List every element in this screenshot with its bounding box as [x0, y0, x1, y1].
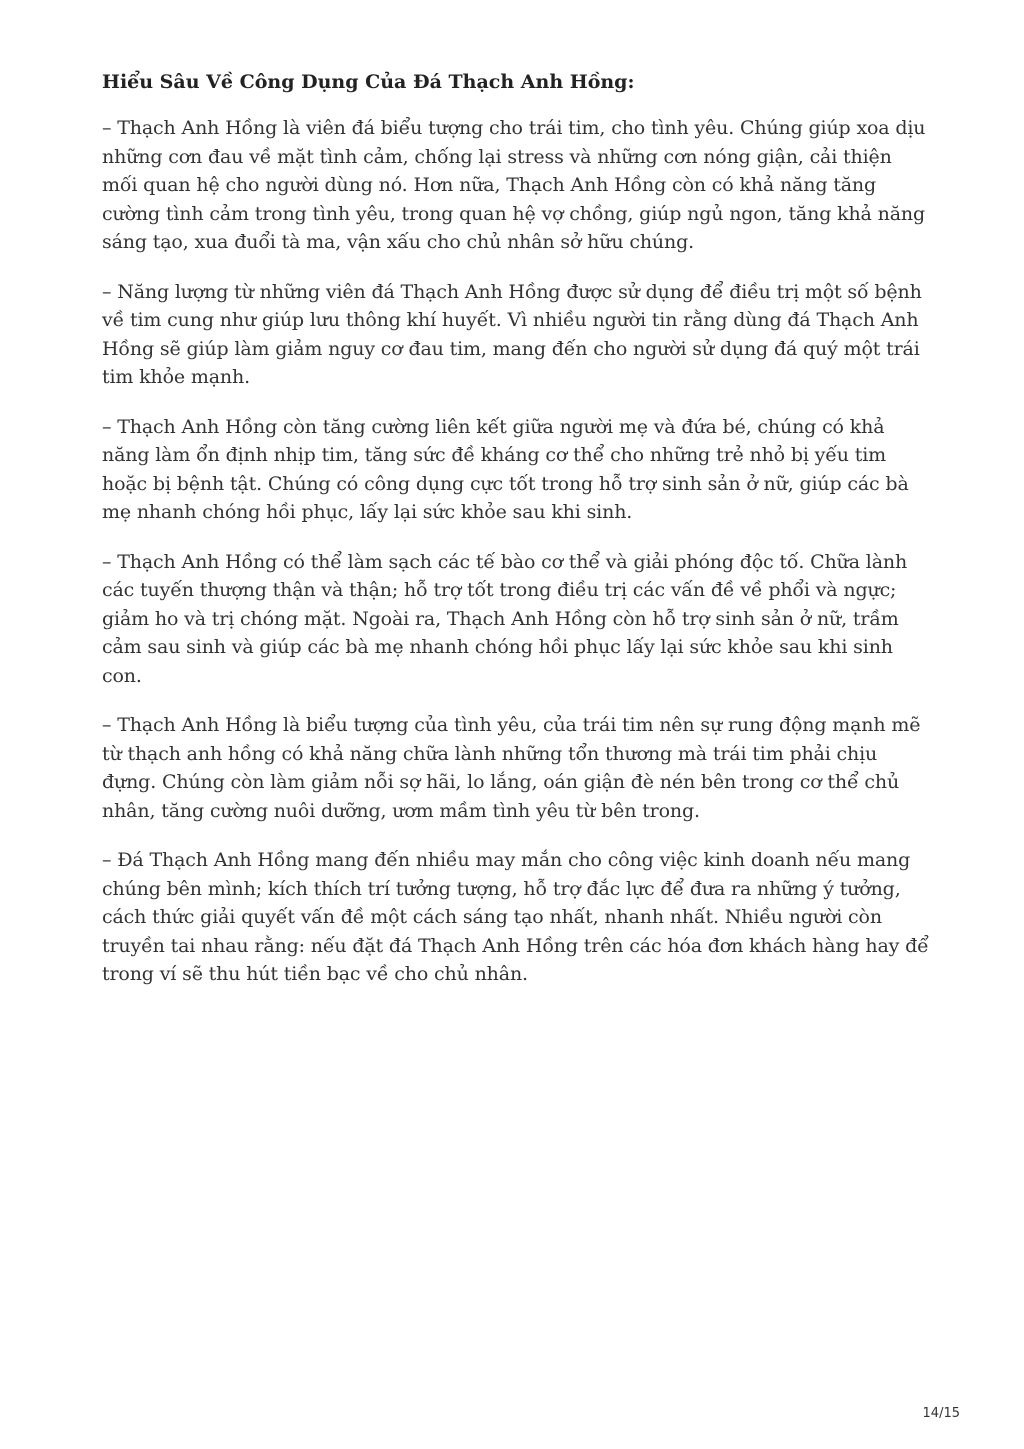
- paragraph-emotional-healing: – Thạch Anh Hồng là biểu tượng của tình yêu, của trái tim nên sự rung động mạnh mẽ từ thạch anh hồng có khả năng chữa lành những tổn thương mà trái tim phải chịu đựng. Chúng còn làm giảm nỗi sợ hãi, lo lắng, oán giận đè nén bên trong cơ thể chủ nhân, tăng cường nuôi dưỡng, ươm mầm tình yêu từ bên trong.: [102, 714, 921, 822]
- page-number: 14/15: [922, 1406, 960, 1421]
- paragraph-business-luck: – Đá Thạch Anh Hồng mang đến nhiều may mắn cho công việc kinh doanh nếu mang chúng bên mình; kích thích trí tưởng tượng, hỗ trợ đắc lực để đưa ra những ý tưởng, cách thức giải quyết vấn đề một cách sáng tạo nhất, nhanh nhất. Nhiều người còn truyền tai nhau rằng: nếu đặt đá Thạch Anh Hồng trên các hóa đơn khách hàng hay để trong ví sẽ thu hút tiền bạc về cho chủ nhân.: [102, 849, 929, 985]
- paragraph-detox: – Thạch Anh Hồng có thể làm sạch các tế bào cơ thể và giải phóng độc tố. Chữa lành các tuyến thượng thận và thận; hỗ trợ tốt trong điều trị các vấn đề về phổi và ngực; giảm ho và trị chóng mặt. Ngoài ra, Thạch Anh Hồng còn hỗ trợ sinh sản ở nữ, trầm cảm sau sinh và giúp các bà mẹ nhanh chóng hồi phục lấy lại sức khỏe sau khi sinh con.: [102, 550, 908, 687]
- paragraph-heart-health: – Năng lượng từ những viên đá Thạch Anh Hồng được sử dụng để điều trị một số bệnh về tim cung như giúp lưu thông khí huyết. Vì nhiều người tin rằng dùng đá Thạch Anh Hồng sẽ giúp làm giảm nguy cơ đau tim, mang đến cho người sử dụng đá quý một trái tim khỏe mạnh.: [102, 280, 922, 388]
- paragraph-mother-child: – Thạch Anh Hồng còn tăng cường liên kết giữa người mẹ và đứa bé, chúng có khả năng làm ổn định nhịp tim, tăng sức đề kháng cơ thể cho những trẻ nhỏ bị yếu tim hoặc bị bệnh tật. Chúng có công dụng cực tốt trong hỗ trợ sinh sản ở nữ, giúp các bà mẹ nhanh chóng hồi phục, lấy lại sức khỏe sau khi sinh.: [102, 415, 909, 523]
- document-page: [102, 68, 932, 1010]
- section-heading: Hiểu Sâu Về Công Dụng Của Đá Thạch Anh Hồng:: [102, 71, 635, 93]
- paragraph-love-heart: – Thạch Anh Hồng là viên đá biểu tượng cho trái tim, cho tình yêu. Chúng giúp xoa dịu những cơn đau về mặt tình cảm, chống lại stress và những cơn nóng giận, cải thiện mối quan hệ cho người dùng nó. Hơn nữa, Thạch Anh Hồng còn có khả năng tăng cường tình cảm trong tình yêu, trong quan hệ vợ chồng, giúp ngủ ngon, tăng khả năng sáng tạo, xua đuổi tà ma, vận xấu cho chủ nhân sở hữu chúng.: [102, 117, 926, 253]
